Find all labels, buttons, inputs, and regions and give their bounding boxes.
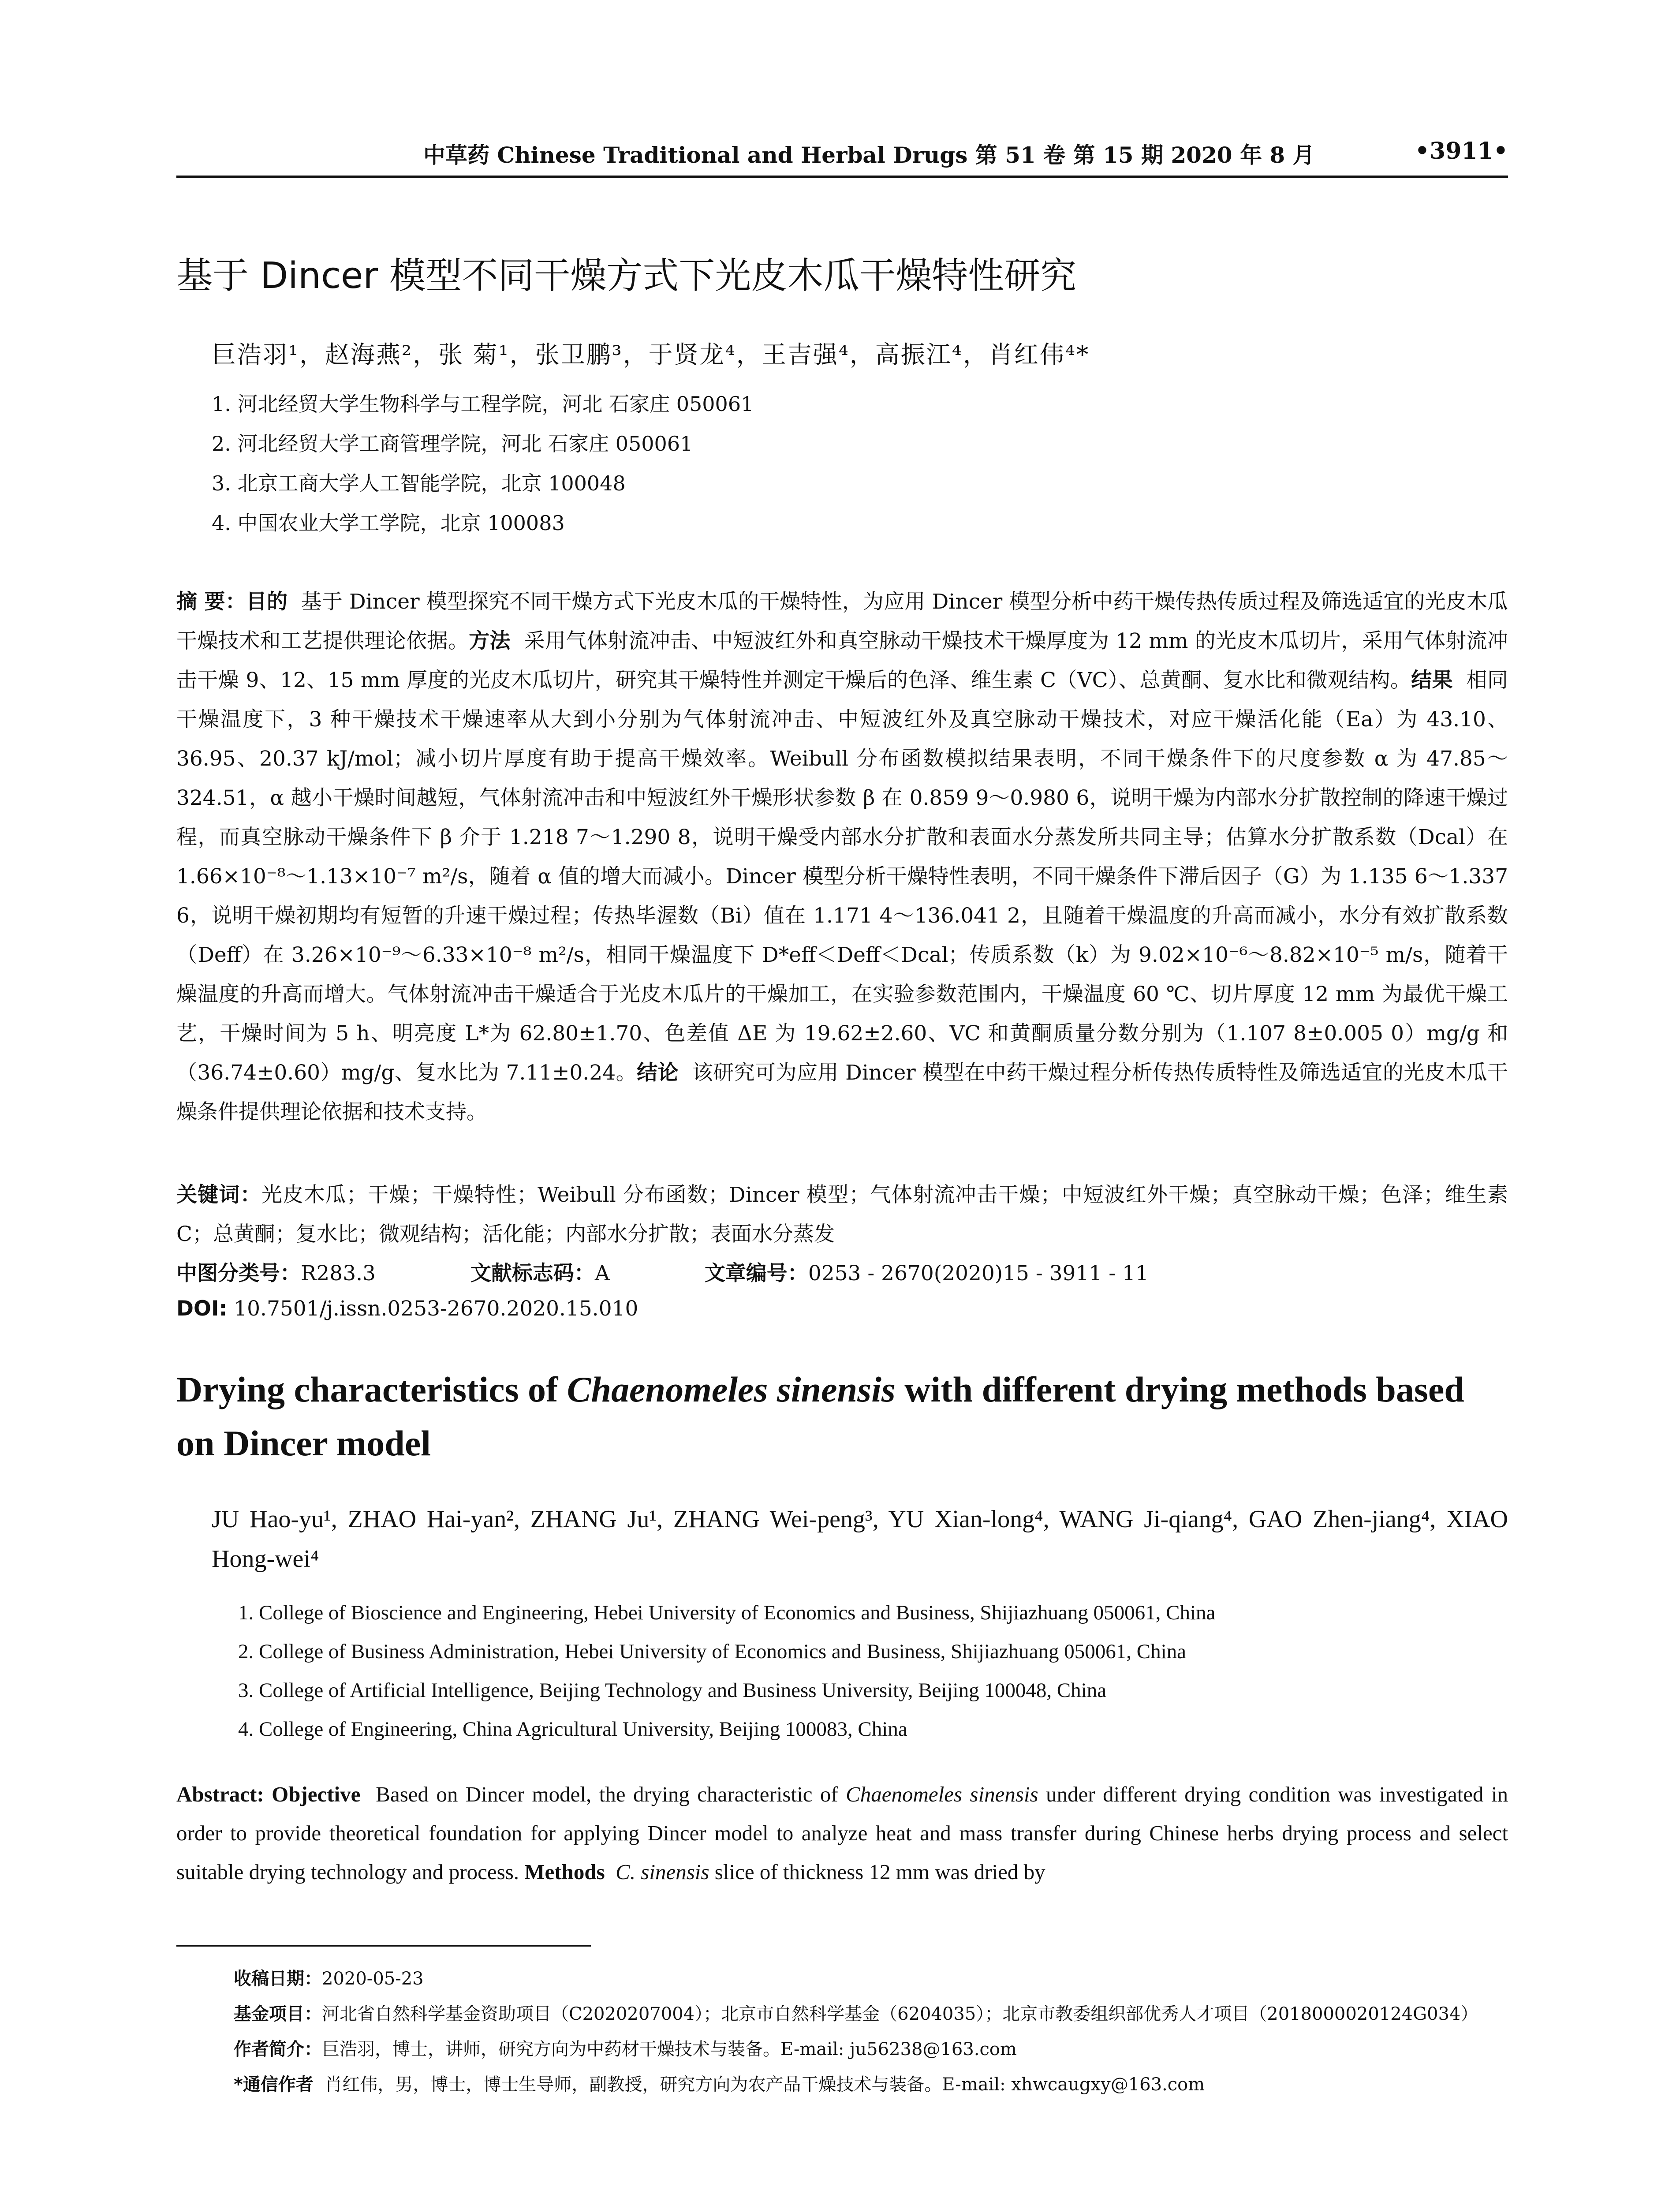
objective-text: 基于 Dincer 模型探究不同干燥方式下光皮木瓜的干燥特性，为应用 Dincer 模型分析中药干燥传热传质过程及筛选适宜的光皮木瓜干燥技术和工艺提供理论依据。 — [176, 590, 1508, 653]
chinese-abstract — [176, 582, 1508, 1132]
english-affiliation-4: 4. College of Engineering, China Agricultural University, Beijing 100083, China — [238, 1718, 907, 1741]
doc-code-label: 文献标志码： — [470, 1261, 595, 1286]
doc-code-value: A — [594, 1261, 610, 1286]
english-title-part-1: Drying characteristics of — [176, 1369, 567, 1409]
objective-label: 目的 — [246, 590, 288, 614]
english-abstract-species-1: Chaenomeles sinensis — [846, 1782, 1038, 1806]
methods-text: 采用气体射流冲击、中短波红外和真空脉动干燥技术干燥厚度为 12 mm 的光皮木瓜切片，采用气体射流冲击干燥 9、12、15 mm 厚度的光皮木瓜切片，研究其干燥特性并测定干燥后的色泽、维生素 C（VC）、总黄酮、复水比和微观结构。 — [176, 629, 1508, 692]
english-abstract-label: Abstract: Objective — [176, 1782, 361, 1806]
page-number: •3911• — [1415, 138, 1508, 164]
english-methods-label: Methods — [524, 1860, 605, 1884]
chinese-affiliation-2: 2. 河北经贸大学工商管理学院，河北 石家庄 050061 — [212, 432, 693, 456]
english-affiliation-1: 1. College of Bioscience and Engineering, Hebei University of Economics and Business, Shijiazhuang 050061, China — [238, 1601, 1216, 1624]
doi-label: DOI: — [176, 1297, 228, 1321]
english-abstract-text-3: slice of thickness 12 mm was dried by — [709, 1860, 1045, 1884]
english-abstract-text-2: under different drying condition was investigated in order to provide theoretical foundation for applying Dincer model to analyze heat and mass transfer during Chinese herbs drying process and select suitable drying technology and process. — [176, 1782, 1508, 1884]
abstract-label: 摘 要： — [176, 590, 246, 614]
footnote-author-bio: 作者简介：巨浩羽，博士，讲师，研究方向为中药材干燥技术与装备。E-mail: ju56238@163.com — [234, 2039, 1017, 2059]
clc-value: R283.3 — [301, 1261, 376, 1286]
header-rule — [176, 176, 1508, 178]
conclusion-text: 该研究可为应用 Dincer 模型在中药干燥过程分析传热传质特性及筛选适宜的光皮木瓜干燥条件提供理论依据和技术支持。 — [176, 1061, 1508, 1124]
english-affiliation-2: 2. College of Business Administration, Hebei University of Economics and Business, Shijiazhuang 050061, China — [238, 1640, 1187, 1663]
conclusion-label: 结论 — [637, 1061, 679, 1085]
running-header — [176, 138, 1508, 173]
chinese-title: 基于 Dincer 模型不同干燥方式下光皮木瓜干燥特性研究 — [176, 255, 1077, 297]
keywords-text: 光皮木瓜；干燥；干燥特性；Weibull 分布函数；Dincer 模型；气体射流冲击干燥；中短波红外干燥；真空脉动干燥；色泽；维生素 C；总黄酮；复水比；微观结构；活化能；内部水分扩散；表面水分蒸发 — [176, 1183, 1508, 1246]
doi-value: 10.7501/j.issn.0253-2670.2020.15.010 — [234, 1297, 638, 1321]
article-no-label: 文章编号： — [704, 1261, 808, 1286]
english-title-part-2: with different drying methods based on Dincer model — [176, 1369, 1464, 1463]
english-title-species: Chaenomeles sinensis — [567, 1369, 896, 1409]
english-affiliation-3: 3. College of Artificial Intelligence, Beijing Technology and Business University, Beijing 100048, China — [238, 1679, 1107, 1702]
english-abstract-species-2: C. sinensis — [616, 1860, 709, 1884]
chinese-affiliation-1: 1. 河北经贸大学生物科学与工程学院，河北 石家庄 050061 — [212, 392, 754, 416]
classification-line — [176, 1257, 1237, 1286]
chinese-authors: 巨浩羽¹，赵海燕²，张 菊¹，张卫鹏³，于贤龙⁴，王吉强⁴，高振江⁴，肖红伟⁴* — [212, 340, 1090, 369]
results-text: 相同干燥温度下，3 种干燥技术干燥速率从大到小分别为气体射流冲击、中短波红外及真空脉动干燥技术，对应干燥活化能（Ea）为 43.10、36.95、20.37 kJ/mol；减小切片厚度有助于提高干燥效率。Weibull 分布函数模拟结果表明，不同干燥条件下的尺度参数 α 为 47.85～324.51，α 越小干燥时间越短，气体射流冲击和中短波红外干燥形状参数 β 在 0.859 9～0.980 6，说明干燥为内部水分扩散控制的降速干燥过程，而真空脉动干燥条件下 β 介于 1.218 7～1.290 8，说明干燥受内部水分扩散和表面水分蒸发所共同主导；估算水分扩散系数（Dcal）在 1.66×10⁻⁸～1.13×10⁻⁷ m²/s，随着 α 值的增大而减小。Dincer 模型分析干燥特性表明，不同干燥条件下滞后因子（G）为 1.135 6～1.337 6，说明干燥初期均有短暂的升速干燥过程；传热毕渥数（Bi）值在 1.171 4～136.041 2，且随着干燥温度的升高而减小，水分有效扩散系数（Deff）在 3.26×10⁻⁹～6.33×10⁻⁸ m²/s，相同干燥温度下 D*eff＜Deff＜Dcal；传质系数（k）为 9.02×10⁻⁶～8.82×10⁻⁵ m/s，随着干燥温度的升高而增大。气体射流冲击干燥适合于光皮木瓜片的干燥加工，在实验参数范围内，干燥温度 60 ℃、切片厚度 12 mm 为最优干燥工艺，干燥时间为 5 h、明亮度 L*为 62.80±1.70、色差值 ΔE 为 19.62±2.60、VC 和黄酮质量分数分别为（1.107 8±0.005 0）mg/g 和（36.74±0.60）mg/g、复水比为 7.11±0.24。 — [176, 668, 1508, 1085]
article-no-value: 0253 - 2670(2020)15 - 3911 - 11 — [808, 1261, 1149, 1286]
footnote-rule — [176, 1945, 591, 1947]
keywords-label: 关键词： — [176, 1183, 262, 1207]
chinese-affiliation-3: 3. 北京工商大学人工智能学院，北京 100048 — [212, 471, 626, 495]
methods-label: 方法 — [469, 629, 511, 653]
clc-label: 中图分类号： — [176, 1261, 301, 1286]
results-label: 结果 — [1411, 668, 1453, 692]
doi-line — [176, 1297, 726, 1321]
journal-info: 中草药 Chinese Traditional and Herbal Drugs 第 51 卷 第 15 期 2020 年 8 月 — [423, 142, 1315, 168]
footnote-corresponding: *通信作者 肖红伟，男，博士，博士生导师，副教授，研究方向为农产品干燥技术与装备。E-mail: xhwcaugxy@163.com — [234, 2074, 1205, 2095]
english-abstract-text-1: Based on Dincer model, the drying characteristic of — [376, 1782, 846, 1806]
chinese-affiliation-4: 4. 中国农业大学工学院，北京 100083 — [212, 511, 565, 535]
footnote-funding: 基金项目：河北省自然科学基金资助项目（C2020207004）；北京市自然科学基金（6204035）；北京市教委组织部优秀人才项目（2018000020124G034） — [234, 2004, 1478, 2024]
english-authors: JU Hao-yu¹, ZHAO Hai-yan², ZHANG Ju¹, ZHANG Wei-peng³, YU Xian-long⁴, WANG Ji-qiang⁴, GAO Zhen-jiang⁴, XIAO Hong-wei⁴ — [212, 1506, 1508, 1573]
footnote-received: 收稿日期：2020-05-23 — [234, 1969, 424, 1989]
english-abstract — [176, 1775, 1508, 1891]
english-title — [176, 1363, 1508, 1470]
keywords — [176, 1175, 1508, 1254]
